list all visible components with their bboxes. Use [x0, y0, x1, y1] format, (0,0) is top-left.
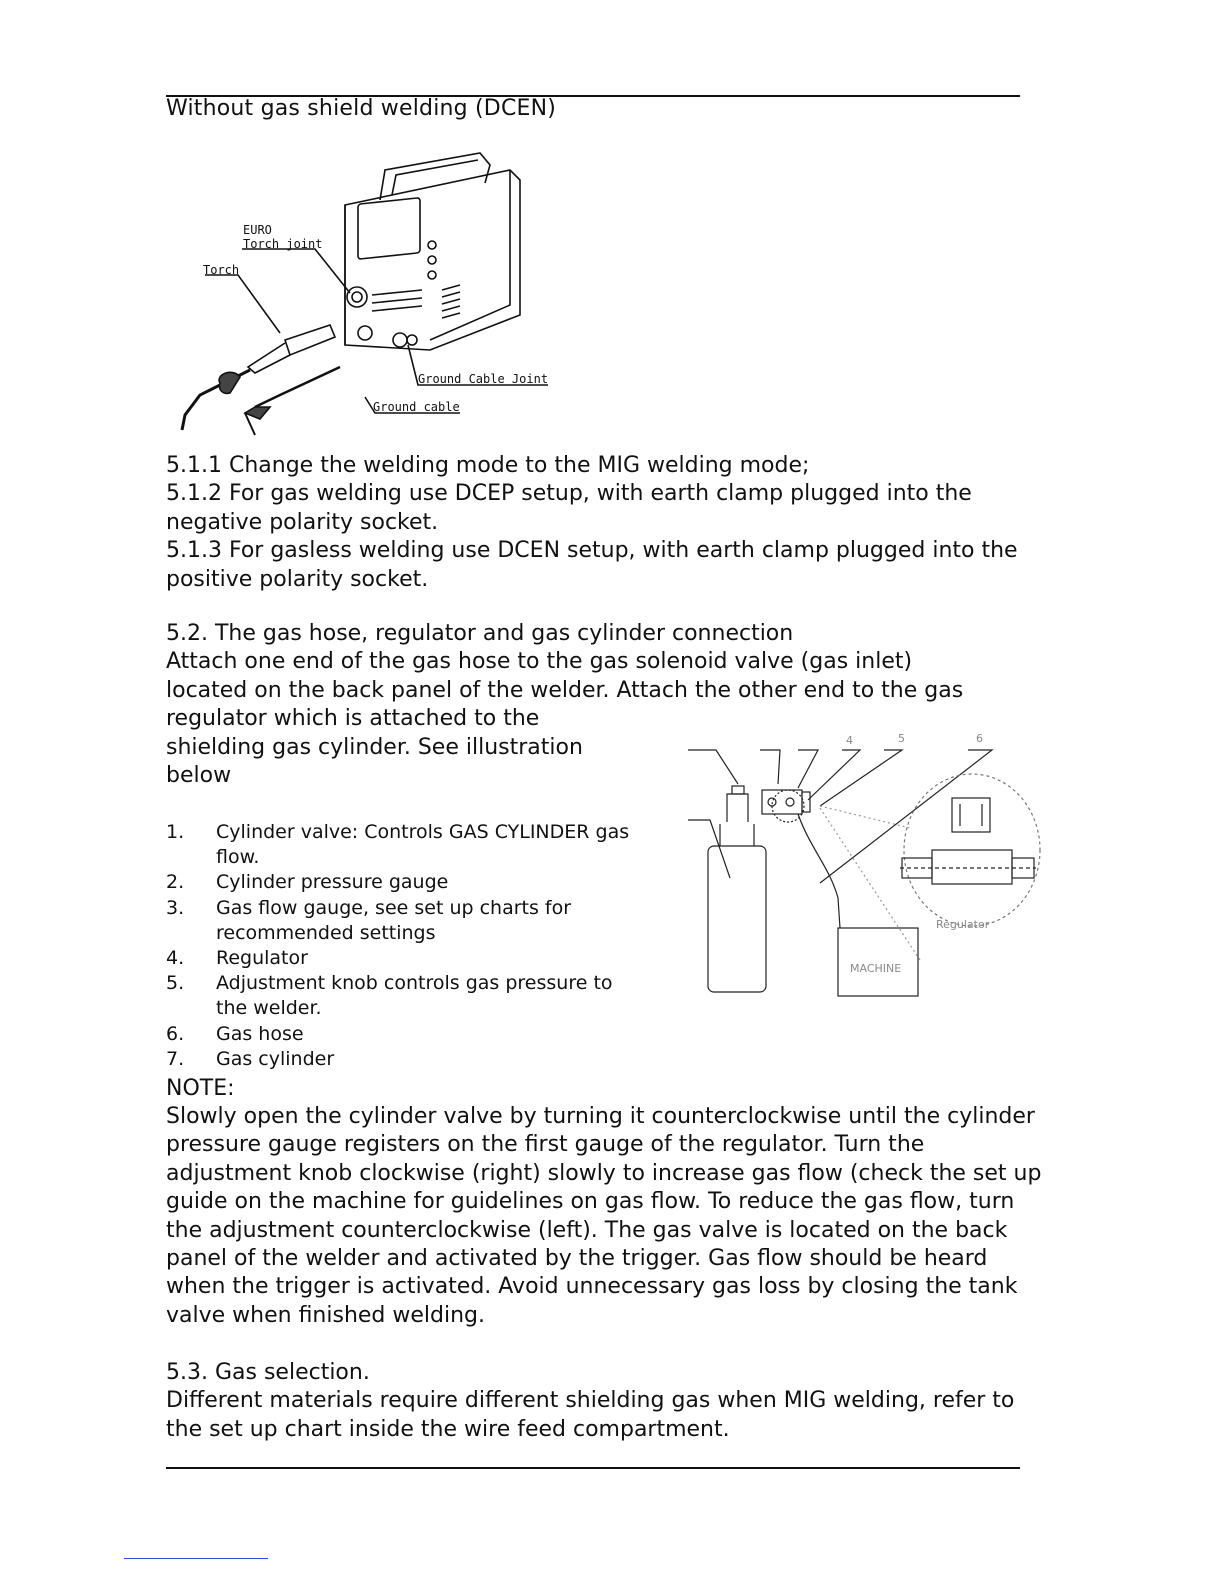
callout-4: 4 — [846, 734, 853, 747]
label-euro: EURO — [243, 223, 272, 237]
footer-underline — [124, 1558, 268, 1559]
step-5-1-3: 5.1.3 For gasless welding use DCEN setup, with earth clamp plugged into the positive polarity socket. — [166, 538, 1018, 592]
list-item: 1. Cylinder valve: Controls GAS CYLINDER gas flow. — [166, 821, 630, 869]
section-5-2-line2: located on the back panel of the welder. Attach the other end to the gas — [166, 677, 964, 703]
list-item: 3. Gas flow gauge, see set up charts for recommended settings — [166, 896, 572, 944]
list-item: 5. Adjustment knob controls gas pressure to the welder. — [166, 972, 613, 1020]
section-5-2-line5: below — [166, 763, 232, 789]
section-5-2-line4: shielding gas cylinder. See illustration — [166, 734, 583, 760]
list-item: 6. Gas hose — [166, 1022, 304, 1045]
list-item: 4. Regulator — [166, 947, 308, 970]
label-ground-cable-joint: Ground Cable Joint — [418, 372, 549, 386]
section-5-3-body: Different materials require different shielding gas when MIG welding, refer to the set up chart inside the wire feed compartment. — [166, 1388, 1015, 1442]
note-label: NOTE: — [166, 1076, 235, 1101]
setup-steps — [166, 452, 1036, 594]
page-heading: Without gas shield welding (DCEN) — [166, 96, 557, 121]
list-item: 7. Gas cylinder — [166, 1047, 335, 1070]
label-torch-joint: Torch joint — [243, 237, 323, 251]
callout-6: 6 — [976, 732, 983, 745]
section-5-3 — [166, 1359, 1056, 1444]
section-5-2-line3: regulator which is attached to the — [166, 706, 540, 732]
list-item: 2. Cylinder pressure gauge — [166, 871, 449, 894]
label-ground-cable: Ground cable — [373, 400, 460, 414]
label-torch: Torch — [203, 263, 240, 277]
note-text: Slowly open the cylinder valve by turning it counterclockwise until the cylinder pressure gauge registers on the first gauge of the regulator. Turn the adjustment knob clockwise (right) slowly to increase gas flow (check the set up guide on the machine for guidelines on gas flow. To reduce the gas flow, turn the adjustment counterclockwise (left). The gas valve is located on the back panel of the welder and activated by the trigger. Gas flow should be heard when the trigger is activated. Avoid unnecessary gas loss by closing the tank valve when finished welding. — [166, 1104, 1042, 1328]
regulator-label: Regulator — [936, 918, 990, 931]
section-5-2-title: 5.2. The gas hose, regulator and gas cylinder connection — [166, 621, 794, 646]
step-5-1-1: 5.1.1 Change the welding mode to the MIG welding mode; — [166, 453, 810, 478]
gas-connection-figure — [680, 728, 1050, 1008]
bottom-rule — [166, 1467, 1020, 1469]
section-5-3-title: 5.3. Gas selection. — [166, 1360, 370, 1385]
machine-label: MACHINE — [850, 962, 902, 975]
callout-5: 5 — [898, 732, 905, 745]
welder-figure — [160, 145, 560, 445]
section-5-2-line1: Attach one end of the gas hose to the gas solenoid valve (gas inlet) — [166, 649, 913, 675]
parts-list — [166, 820, 636, 1072]
step-5-1-2: 5.1.2 For gas welding use DCEP setup, with earth clamp plugged into the negative polarity socket. — [166, 481, 972, 535]
